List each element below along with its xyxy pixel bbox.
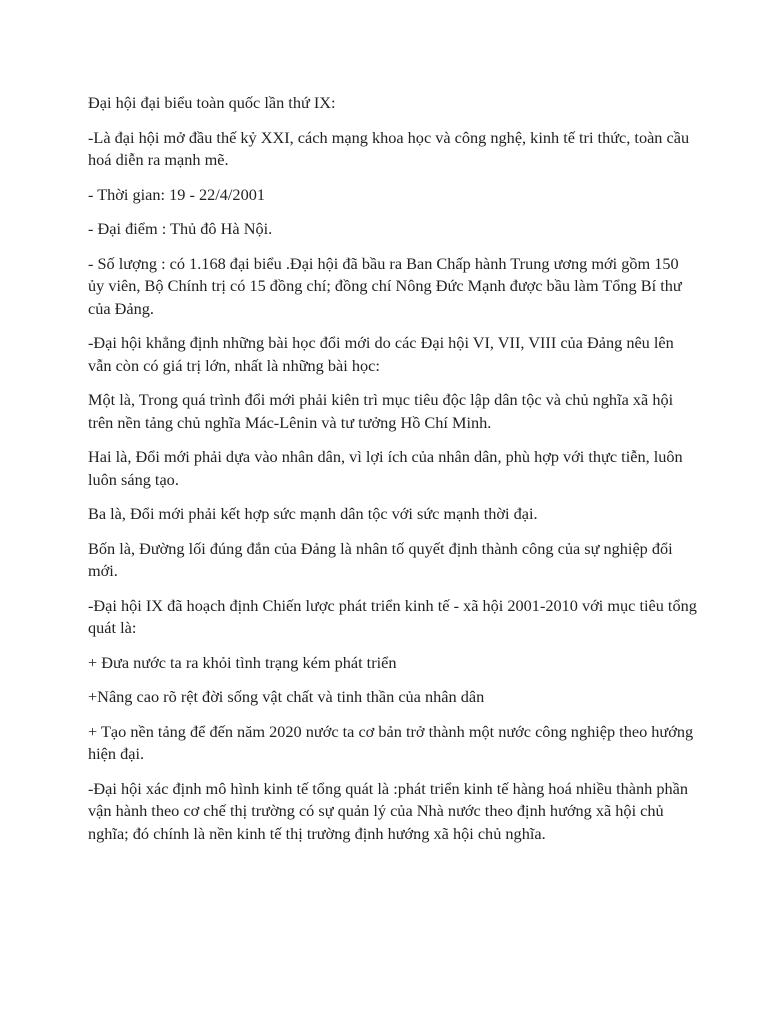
doc-paragraph-lesson-3: Ba là, Đổi mới phải kết hợp sức mạnh dân tộc với sức mạnh thời đại. — [88, 504, 538, 523]
doc-paragraph-lessons-intro: -Đại hội khẳng định những bài học đổi mới do các Đại hội VI, VII, VIII của Đảng nêu lên vẫn còn có giá trị lớn, nhất là những bài học: — [88, 333, 674, 375]
doc-paragraph-goal-3: + Tạo nền tảng để đến năm 2020 nước ta cơ bản trở thành một nước công nghiệp theo hướng hiện đại. — [88, 721, 694, 763]
doc-paragraph-economic-model: -Đại hội xác định mô hình kinh tế tổng quát là :phát triển kinh tế hàng hoá nhiều thành phần vận hành theo cơ chế thị trường có sự quản lý của Nhà nước theo định hướng xã hội chủ nghĩa; đó chính là nền kinh tế thị trường định hướng xã hội chủ nghĩa. — [88, 778, 689, 843]
doc-paragraph-lesson-4: Bốn là, Đường lối đúng đắn của Đảng là nhân tố quyết định thành công của sự nghiệp đổi mới. — [88, 538, 673, 580]
doc-paragraph-goal-2: +Nâng cao rõ rệt đời sống vật chất và tinh thần của nhân dân — [88, 687, 485, 706]
doc-paragraph-goal-1: + Đưa nước ta ra khỏi tình trạng kém phát triển — [88, 652, 397, 672]
doc-paragraph-context: -Là đại hội mở đầu thế kỷ XXI, cách mạng khoa học và công nghệ, kinh tế tri thức, toàn cầu hoá diễn ra mạnh mẽ. — [88, 127, 690, 169]
doc-paragraph-quantity: - Số lượng : có 1.168 đại biểu .Đại hội đã bầu ra Ban Chấp hành Trung ương mới gồm 150 ủy viên, Bộ Chính trị có 15 đồng chí; đồng chí Nông Đức Mạnh được bầu làm Tổng Bí thư của Đảng. — [88, 253, 682, 318]
doc-heading: Đại hội đại biểu toàn quốc lần thứ IX: — [88, 93, 336, 112]
doc-paragraph-location: - Đại điểm : Thủ đô Hà Nội. — [88, 219, 273, 238]
doc-paragraph-strategy: -Đại hội IX đã hoạch định Chiến lược phát triển kinh tế - xã hội 2001-2010 với mục tiêu tổng quát là: — [88, 595, 697, 637]
document-body — [88, 92, 698, 857]
doc-paragraph-time: - Thời gian: 19 - 22/4/2001 — [88, 184, 265, 204]
doc-paragraph-lesson-2: Hai là, Đổi mới phải dựa vào nhân dân, vì lợi ích của nhân dân, phù hợp với thực tiễn, luôn luôn sáng tạo. — [88, 447, 683, 489]
doc-paragraph-lesson-1: Một là, Trong quá trình đổi mới phải kiên trì mục tiêu độc lập dân tộc và chủ nghĩa xã hội trên nền tảng chủ nghĩa Mác-Lênin và tư tưởng Hồ Chí Minh. — [88, 390, 674, 432]
